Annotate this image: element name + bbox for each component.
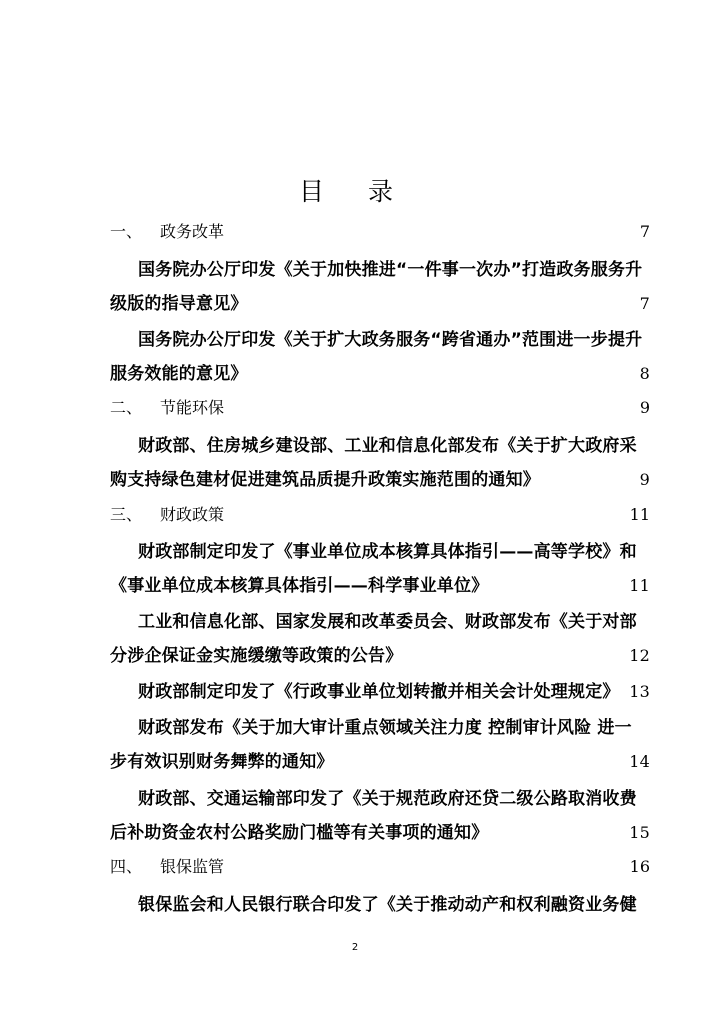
entry-line: 国务院办公厅印发《关于加快推进“一件事一次办”打造政务服务升: [138, 260, 643, 280]
section-number: 四、: [110, 857, 143, 876]
entry-page: 7: [639, 294, 650, 313]
toc-section-4[interactable]: [110, 856, 650, 878]
entry-line: 后补助资金农村公路奖励门槛等有关事项的通知》: [110, 823, 489, 843]
entry-line: 级版的指导意见》: [110, 294, 248, 314]
section-page: 11: [629, 505, 650, 524]
entry-page: 8: [639, 364, 650, 383]
entry-line: 工业和信息化部、国家发展和改革委员会、财政部发布《关于对部: [138, 612, 637, 632]
toc-title: 目 录: [299, 177, 411, 206]
toc-section-2[interactable]: [110, 397, 650, 419]
section-label: 银保监管: [160, 857, 225, 876]
page-number: 2: [351, 942, 359, 953]
toc-entry[interactable]: [110, 711, 650, 779]
entry-page: 9: [639, 470, 650, 489]
section-number: 二、: [110, 398, 143, 417]
entry-page: 12: [629, 646, 650, 665]
entry-line: 银保监会和人民银行联合印发了《关于推动动产和权利融资业务健: [138, 895, 637, 915]
toc-entry[interactable]: [110, 605, 650, 673]
toc-entry[interactable]: [110, 323, 650, 391]
section-page: 7: [639, 222, 650, 241]
entry-line: 步有效识别财务舞弊的通知》: [110, 752, 334, 772]
toc-section-3[interactable]: [110, 504, 650, 526]
entry-line: 财政部制定印发了《事业单位成本核算具体指引——高等学校》和: [138, 542, 637, 562]
entry-page: 14: [629, 752, 650, 771]
entry-line: 财政部、住房城乡建设部、工业和信息化部发布《关于扩大政府采: [138, 436, 637, 456]
entry-page: 11: [629, 576, 650, 595]
entry-line: 国务院办公厅印发《关于扩大政务服务“跨省通办”范围进一步提升: [138, 330, 643, 350]
toc-entry[interactable]: [110, 782, 650, 850]
entry-page: 13: [629, 682, 650, 701]
section-number: 一、: [110, 222, 143, 241]
entry-line: 购支持绿色建材促进建筑品质提升政策实施范围的通知》: [110, 470, 540, 490]
toc-entry[interactable]: [110, 253, 650, 321]
entry-line: 财政部发布《关于加大审计重点领域关注力度 控制审计风险 进一: [138, 718, 632, 738]
entry-line: 分涉企保证金实施缓缴等政策的公告》: [110, 646, 403, 666]
section-page: 16: [629, 857, 650, 876]
entry-line: 《事业单位成本核算具体指引——科学事业单位》: [110, 576, 489, 596]
toc-entry[interactable]: [110, 429, 650, 497]
entry-line: 财政部、交通运输部印发了《关于规范政府还贷二级公路取消收费: [138, 789, 637, 809]
section-number: 三、: [110, 505, 143, 524]
toc-entry[interactable]: [110, 535, 650, 603]
section-page: 9: [639, 398, 650, 417]
toc-section-1[interactable]: [110, 221, 650, 243]
section-label: 政务改革: [160, 222, 225, 241]
toc-entry[interactable]: [110, 888, 650, 922]
entry-line: 财政部制定印发了《行政事业单位划转撤并相关会计处理规定》: [138, 682, 620, 702]
entry-page: 15: [629, 823, 650, 842]
section-label: 节能环保: [160, 398, 225, 417]
section-label: 财政政策: [160, 505, 225, 524]
entry-line: 服务效能的意见》: [110, 364, 248, 384]
toc-entry[interactable]: [110, 675, 650, 709]
